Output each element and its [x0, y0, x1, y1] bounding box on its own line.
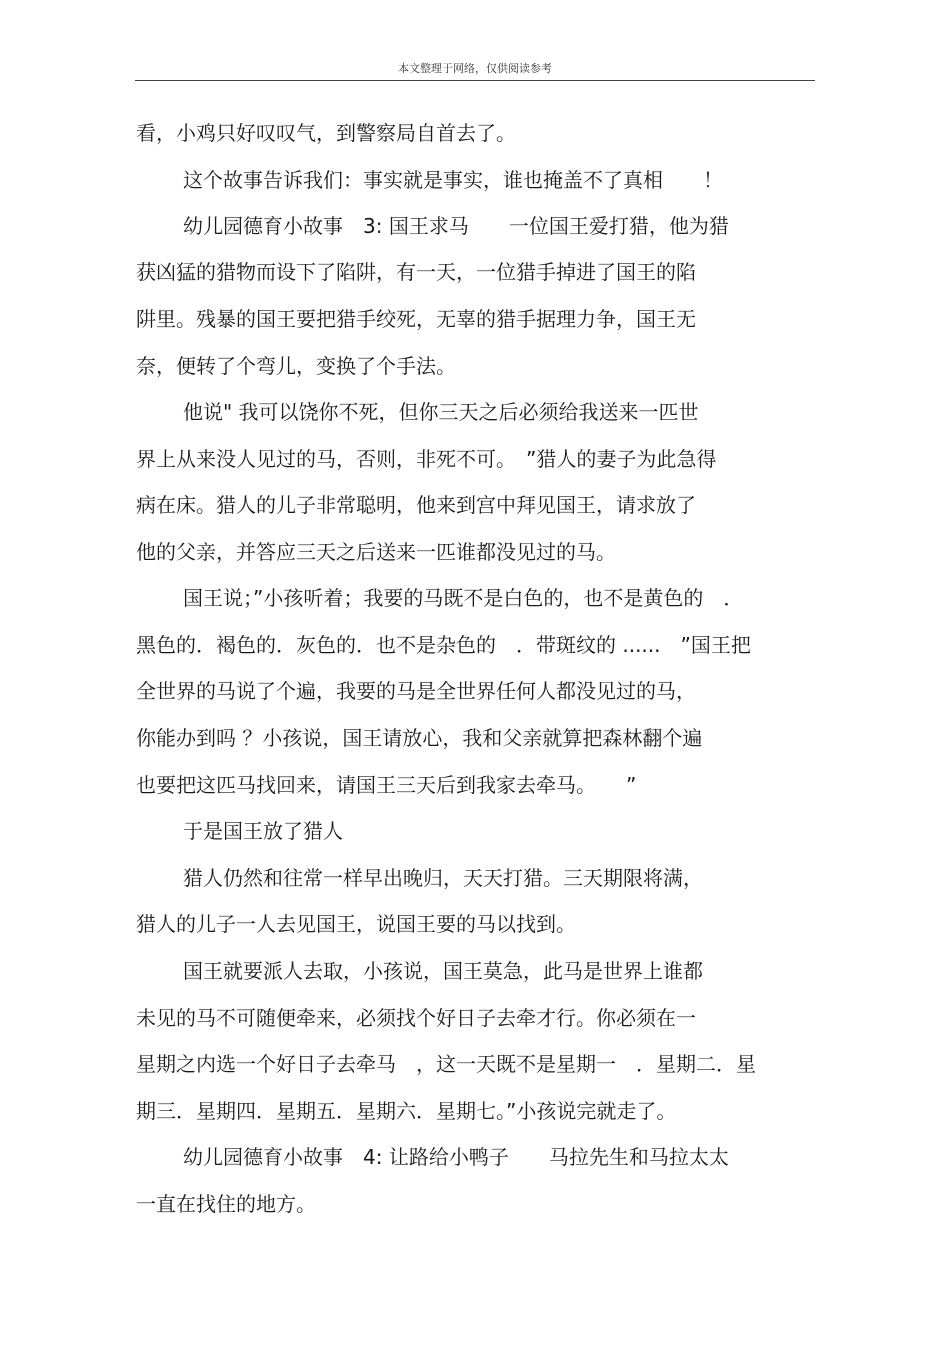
text-line: 幼儿园德育小故事 4: 让路给小鸭子 马拉先生和马拉太太	[183, 1145, 729, 1169]
text-line: 阱里。残暴的国王要把猎手绞死，无辜的猎手据理力争，国王无	[136, 307, 696, 331]
text-line: 一直在找住的地方。	[136, 1192, 316, 1216]
text-line: 全世界的马说了个遍，我要的马是全世界任何人都没见过的马，	[136, 679, 696, 703]
text-line: 病在床。猎人的儿子非常聪明，他来到宫中拜见国王，请求放了	[136, 493, 696, 517]
text-line: 幼儿园德育小故事 3: 国王求马 一位国王爱打猎，他为猎	[183, 214, 729, 238]
text-line: 你能办到吗 ？小孩说，国王请放心，我和父亲就算把森林翻个遍	[136, 726, 703, 750]
header-note: 本文整理于网络，仅供阅读参考	[398, 62, 552, 75]
text-line: 界上从来没人见过的马，否则，非死不可。 ”猎人的妻子为此急得	[136, 447, 717, 471]
text-line: 国王就要派人去取，小孩说，国王莫急，此马是世界上谁都	[183, 959, 703, 983]
text-line: 也要把这匹马找回来，请国王三天后到我家去牵马。 ”	[136, 773, 637, 797]
text-line: 猎人仍然和往常一样早出晚归，天天打猎。三天期限将满，	[183, 866, 703, 890]
text-line: 黑色的．褐色的．灰色的．也不是杂色的 ．带斑纹的 ...... ”国王把	[136, 633, 751, 657]
text-line: 猎人的儿子一人去见国王，说国王要的马以找到。	[136, 912, 576, 936]
header-divider	[135, 80, 815, 81]
text-line: 国王说；”小孩听着；我要的马既不是白色的，也不是黄色的 ．	[183, 586, 744, 610]
text-line: 奈，便转了个弯儿，变换了个手法。	[136, 354, 456, 378]
text-line: 他的父亲，并答应三天之后送来一匹谁都没见过的马。	[136, 540, 616, 564]
text-line: 于是国王放了猎人	[183, 819, 343, 843]
text-line: 未见的马不可随便牵来，必须找个好日子去牵才行。你必须在一	[136, 1006, 696, 1030]
text-line: 他说" 我可以饶你不死，但你三天之后必须给我送来一匹世	[183, 400, 699, 424]
text-line: 星期之内选一个好日子去牵马 ，这一天既不是星期一 ．星期二．星	[136, 1052, 756, 1076]
text-line: 期三．星期四．星期五．星期六．星期七。”小孩说完就走了。	[136, 1099, 677, 1123]
text-line: 看，小鸡只好叹叹气，到警察局自首去了。	[136, 121, 516, 145]
text-line: 获凶猛的猎物而设下了陷阱，有一天，一位猎手掉进了国王的陷	[136, 260, 696, 284]
text-line: 这个故事告诉我们：事实就是事实，谁也掩盖不了真相 ！	[183, 168, 723, 192]
